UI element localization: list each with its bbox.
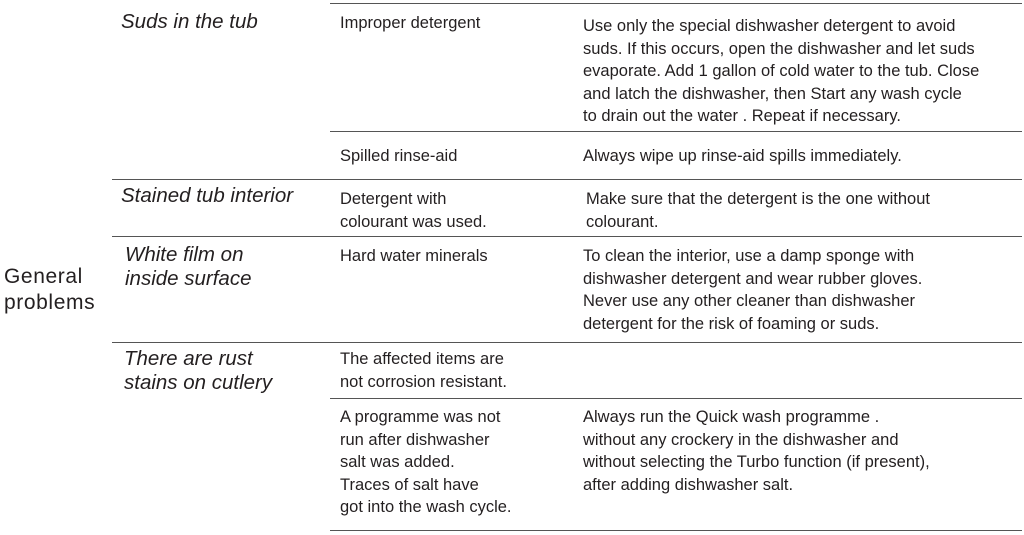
cause-text: Improper detergent [340, 14, 481, 32]
cause-text: Detergent with colourant was used. [340, 190, 487, 231]
table-rule [330, 131, 1022, 132]
table-rule [330, 3, 1022, 4]
problem-label: Suds in the tub [121, 10, 258, 33]
solution-text: Always run the Quick wash programme . without any crockery in the dishwasher and without selecting the Turbo function (if present), after adding dishwasher salt. [583, 408, 930, 494]
table-rule [330, 530, 1022, 531]
cause-text: The affected items are not corrosion resistant. [340, 350, 507, 391]
table-rule [112, 342, 1022, 343]
solution-text: Use only the special dishwasher detergent to avoid suds. If this occurs, open the dishwasher and let suds evaporate. Add 1 gallon of cold water to the tub. Close and latch the dishwasher, then Start any wash cycle to drain out the water . Repeat if necessary. [583, 17, 980, 125]
solution-text: Make sure that the detergent is the one without colourant. [586, 190, 930, 231]
problem-label: Stained tub interior [121, 184, 294, 207]
problem-label: There are rust stains on cutlery [124, 347, 273, 394]
cause-text: Spilled rinse-aid [340, 147, 458, 165]
cause-text: Hard water minerals [340, 247, 488, 265]
cause-text: A programme was not run after dishwasher salt was added. Traces of salt have got into the wash cycle. [340, 408, 512, 516]
category-label: General problems [4, 265, 96, 314]
problem-label: White film on inside surface [125, 243, 252, 290]
table-rule [330, 398, 1022, 399]
solution-text: To clean the interior, use a damp sponge with dishwasher detergent and wear rubber gloves. Never use any other cleaner than dishwasher detergent for the risk of foaming or suds. [583, 247, 923, 333]
table-rule [112, 179, 1022, 180]
solution-text: Always wipe up rinse-aid spills immediately. [583, 147, 902, 165]
table-rule [112, 236, 1022, 237]
